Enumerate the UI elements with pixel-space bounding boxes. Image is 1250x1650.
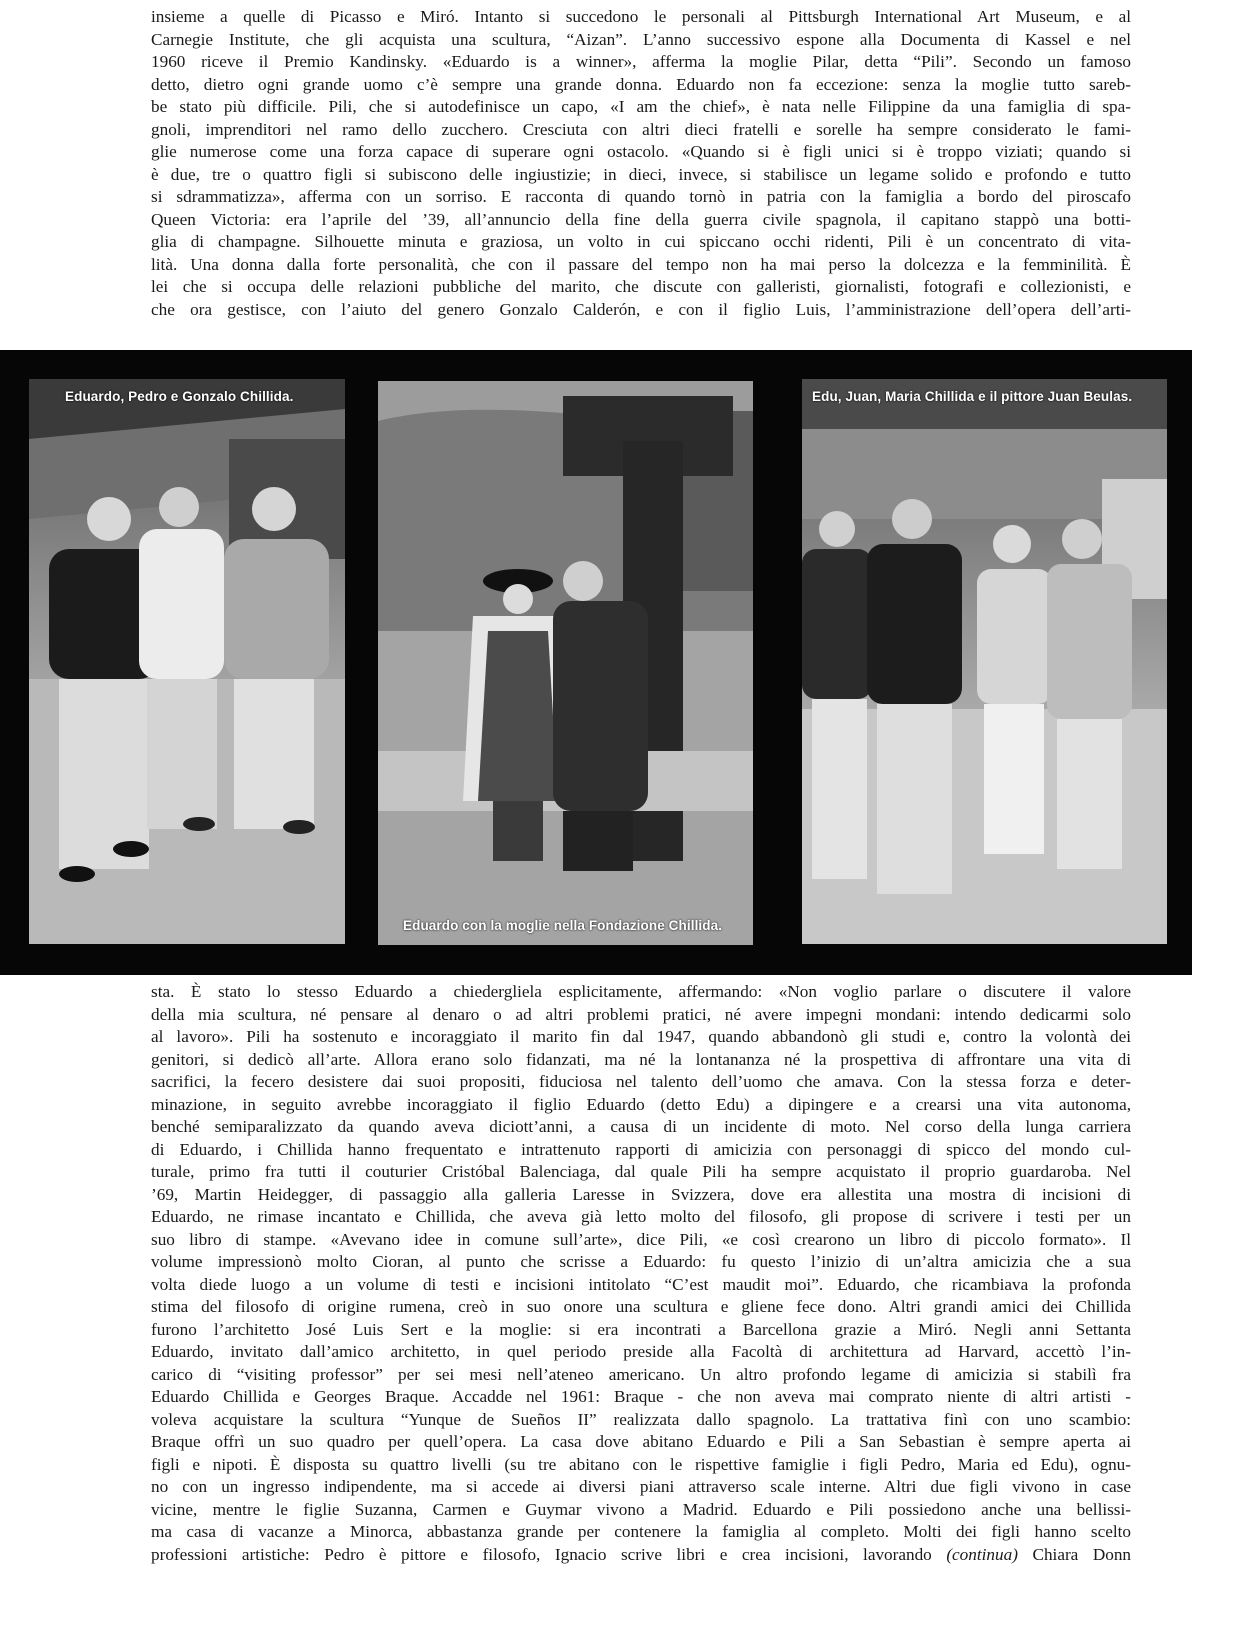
text-line: 1960 riceve il Premio Kandinsky. «Eduardo is a winner», afferma la moglie Pilar, detta “Pili”. Secondo un famoso — [151, 52, 1131, 71]
photo-right-caption: Edu, Juan, Maria Chillida e il pittore Juan Beulas. — [812, 389, 1133, 404]
text-line: volta diede luogo a un volume di testi e incisioni intitolato “C’est maudit moi”. Eduardo, che ricambiava la profonda — [151, 1274, 1131, 1294]
photo-center — [378, 381, 753, 945]
text-line: Queen Victoria: era l’aprile del ’39, all’annuncio della fine della guerra civile spagnola, il capitano stappò una botti- — [151, 209, 1131, 229]
continua-label: (continua) — [946, 1544, 1018, 1564]
photo-right — [802, 379, 1167, 944]
text-line: che ora gestisce, con l’aiuto del genero Gonzalo Calderón, e con il figlio Luis, l’amministrazione dell’opera dell’arti- — [151, 299, 1131, 319]
final-line-text: professioni artistiche: Pedro è pittore e filosofo, Ignacio scrive libri e crea incisioni, lavorando — [151, 1544, 932, 1564]
text-line: glia di champagne. Silhouette minuta e graziosa, un volto in cui spiccano occhi ridenti, Pili è un concentrato di vita- — [151, 232, 1131, 251]
text-line: be stato più difficile. Pili, che si autodefinisce un capo, «I am the chief», è nata nelle Filippine da una famiglia di spa- — [151, 97, 1131, 116]
text-line: suo libro di stampe. «Avevano idee in comune sull’arte», dice Pili, «e così crearono un libro di piccolo formato». Il — [151, 1229, 1131, 1249]
final-line — [151, 1544, 1131, 1567]
text-line: insieme a quelle di Picasso e Miró. Intanto si succedono le personali al Pittsburgh International Art Museum, e al — [151, 7, 1131, 26]
article-text-bottom — [151, 981, 1131, 1566]
photo-right-image — [802, 379, 1167, 944]
text-line: è due, tre o quattro figli si subiscono delle ingiustizie; in dieci, invece, si stabilisce un legame solido e profondo e tutto — [151, 164, 1131, 184]
text-line: vicine, mentre le figlie Suzanna, Carmen e Guymar vivono a Madrid. Eduardo e Pili possiedono anche una bellissi- — [151, 1499, 1131, 1519]
text-line: lei che si occupa delle relazioni pubbliche del marito, che discute con galleristi, giornalisti, fotografi e collezionisti, e — [151, 277, 1131, 296]
text-line: sta. È stato lo stesso Eduardo a chiedergliela esplicitamente, affermando: «Non voglio parlare o discutere il valore — [151, 982, 1131, 1001]
text-line: Eduardo, invitato dall’amico architetto, in quel periodo preside alla Facoltà di architettura ad Harvard, accettò l’in- — [151, 1342, 1131, 1361]
text-line: di Eduardo, i Chillida hanno frequentato e intrattenuto rapporti di amicizia con personaggi di spicco del mondo cul- — [151, 1139, 1131, 1159]
article-text-top — [151, 6, 1131, 321]
photo-left-image — [29, 379, 345, 944]
text-line: detto, dietro ogni grande uomo c’è sempre una grande donna. Eduardo non fa eccezione: senza la moglie tutto sareb- — [151, 74, 1131, 94]
text-line: no con un ingresso indipendente, ma si accede ai diversi piani attraverso scale interne. Altri due figli vivono in case — [151, 1477, 1131, 1496]
text-line: della mia scultura, né pensare al denaro o ad altri problemi pratici, né avere impegni mondani: intendo dedicarmi solo — [151, 1004, 1131, 1024]
text-line: minazione, in seguito avrebbe incoraggiato il figlio Eduardo (detto Edu) a dipingere e a crearsi una vita autonoma, — [151, 1094, 1131, 1114]
text-line: ma casa di vacanze a Minorca, abbastanza grande per contenere la famiglia al completo. Molti dei figli hanno scelto — [151, 1522, 1131, 1541]
text-line: Braque offrì un suo quadro per quell’opera. La casa dove abitano Eduardo e Pili a San Sebastian è sempre aperta ai — [151, 1432, 1131, 1451]
text-line: turale, primo fra tutti il couturier Cristóbal Balenciaga, dal quale Pili ha sempre acquistato il proprio guardaroba. Nel — [151, 1162, 1131, 1181]
text-line: si sdrammatizza», afferma con un sorriso. E racconta di quando tornò in patria con la famiglia a bordo del piroscafo — [151, 187, 1131, 206]
text-line: carico di “visiting professor” per sei mesi nell’ateneo americano. Un altro profondo legame di amicizia si stabilì fra — [151, 1364, 1131, 1384]
photo-center-image — [378, 381, 753, 945]
text-line: Eduardo, ne rimase incantato e Chillida, che aveva già letto molto del filosofo, gli propose di scrivere i testi per un — [151, 1207, 1131, 1226]
text-line: gnoli, imprenditori nel ramo dello zucchero. Cresciuta con altri dieci fratelli e sorelle ha sempre considerato le fami- — [151, 119, 1131, 139]
text-line: glie numerose come una forza capace di superare ogni ostacolo. «Quando si è figli unici si è troppo viziati; quando si — [151, 142, 1131, 161]
text-line: benché semiparalizzato da quando aveva diciott’anni, a causa di un incidente di moto. Nel corso della lunga carriera — [151, 1117, 1131, 1136]
byline: Chiara Donn — [1032, 1544, 1132, 1564]
photo-center-caption: Eduardo con la moglie nella Fondazione Chillida. — [403, 918, 723, 933]
text-line: lità. Una donna dalla forte personalità, che con il passare del tempo non ha mai perso la dolcezza e la femminilità. È — [151, 254, 1131, 274]
photo-left — [29, 379, 345, 944]
text-line: ’69, Martin Heidegger, di passaggio alla galleria Laresse in Svizzera, dove era allestita una mostra di incisioni di — [151, 1184, 1131, 1204]
text-line: voleva acquistare la scultura “Yunque de Sueños II” realizzata dallo spagnolo. La trattativa finì con uno scambio: — [151, 1409, 1131, 1429]
photo-band — [0, 350, 1192, 975]
photo-left-caption: Eduardo, Pedro e Gonzalo Chillida. — [65, 389, 294, 404]
text-line: stima del filosofo di origine rumena, creò in suo onore una scultura e gliene fece dono. Altri grandi amici dei Chillida — [151, 1297, 1131, 1316]
text-line: furono l’architetto José Luis Sert e la moglie: si era incontrati a Barcellona grazie a Miró. Negli anni Settanta — [151, 1319, 1131, 1339]
text-line: volume impressionò molto Cioran, al punto che scrisse a Eduardo: fu questo l’inizio di un’altra amicizia che a sua — [151, 1252, 1131, 1271]
text-line: genitori, si dedicò all’arte. Allora erano solo fidanzati, ma né la lontananza né la prospettiva di affrontare una vita di — [151, 1049, 1131, 1069]
text-line: Eduardo Chillida e Georges Braque. Accadde nel 1961: Braque - che non aveva mai comprato niente di altri artisti - — [151, 1387, 1131, 1406]
text-line: al lavoro». Pili ha sostenuto e incoraggiato il marito fin dal 1947, quando abbandonò gli studi e, contro la volontà dei — [151, 1027, 1131, 1046]
text-line: sacrifici, la fecero desistere dai suoi propositi, fiduciosa nel talento dell’uomo che amava. Con la stessa forza e deter- — [151, 1072, 1131, 1091]
text-line: Carnegie Institute, che gli acquista una scultura, “Aizan”. L’anno successivo espone alla Documenta di Kassel e nel — [151, 29, 1131, 49]
text-line: figli e nipoti. È disposta su quattro livelli (su tre abitano con le rispettive famiglie i figli Pedro, Maria ed Edu), ognu- — [151, 1454, 1131, 1474]
